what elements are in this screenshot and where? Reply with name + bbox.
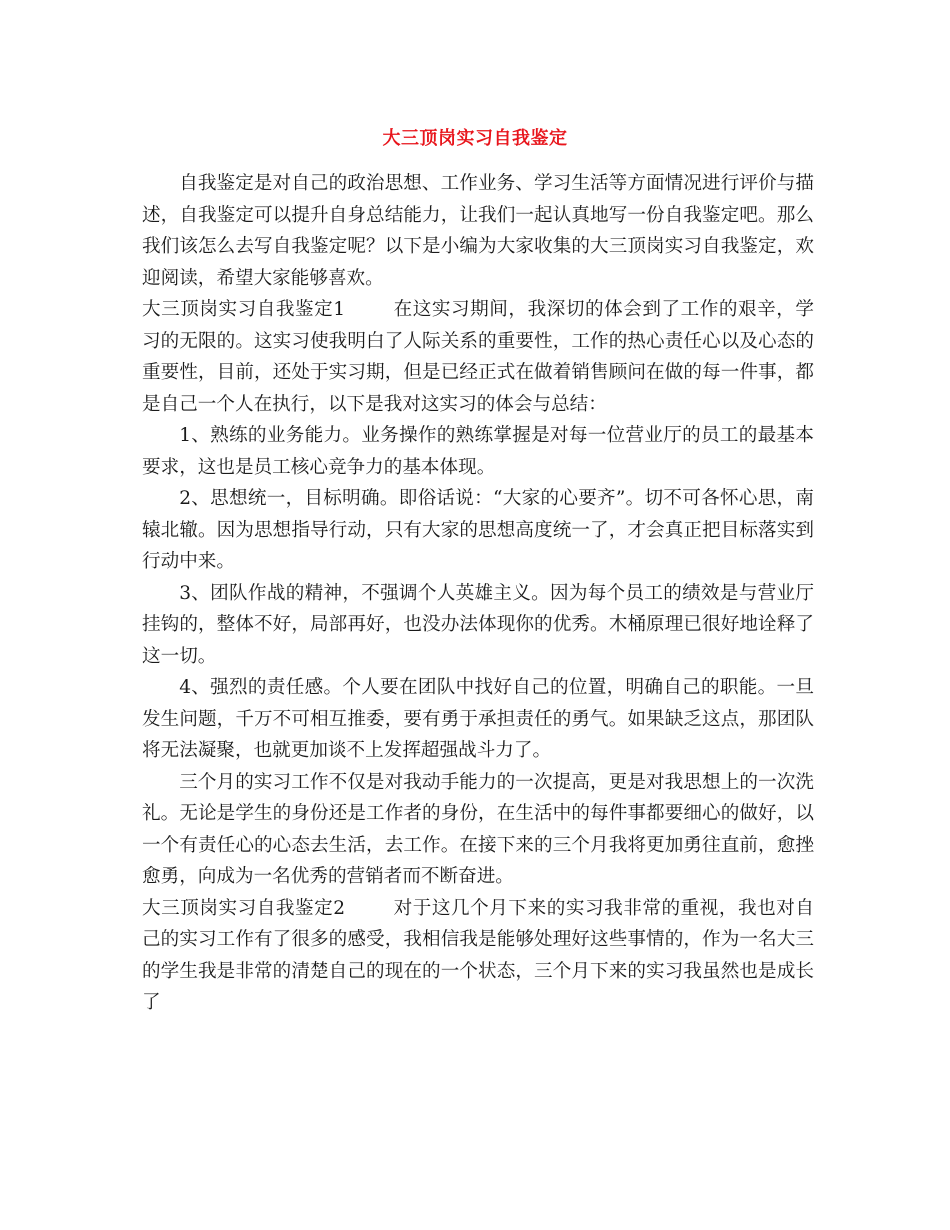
section-2-lead: 对于这几个月下来的实习我非常的重视，我也对自己的实习工作有了很多的感受，我相信我是能够处理好这些事情的，作为一名大三的学生我是非常的清楚自己的现在的一个状态，三个月下来的实习我虽然也是成长了 (142, 897, 814, 1013)
section-2-paragraph (142, 893, 814, 1019)
intro-paragraph: 自我鉴定是对自己的政治思想、工作业务、学习生活等方面情况进行评价与描述，自我鉴定可以提升自身总结能力，让我们一起认真地写一份自我鉴定吧。那么我们该怎么去写自我鉴定呢？以下是小编为大家收集的大三顶岗实习自我鉴定，欢迎阅读，希望大家能够喜欢。 (142, 173, 814, 289)
document-body (142, 168, 814, 1019)
section-2-heading: 大三顶岗实习自我鉴定2 (142, 897, 346, 919)
section-1-closing: 三个月的实习工作不仅是对我动手能力的一次提高，更是对我思想上的一次洗礼。无论是学生的身份还是工作者的身份，在生活中的每件事都要细心的做好，以一个有责任心的心态去生活，去工作。在接下来的三个月我将更加勇往直前，愈挫愈勇，向成为一名优秀的营销者而不断奋进。 (142, 771, 814, 887)
section-1-lead: 在这实习期间，我深切的体会到了工作的艰辛，学习的无限的。这实习使我明白了人际关系的重要性，工作的热心责任心以及心态的重要性，目前，还处于实习期，但是已经正式在做着销售顾问在做的每一件事，都是自己一个人在执行，以下是我对这实习的体会与总结： (142, 299, 814, 415)
point-2: 2、思想统一，目标明确。即俗话说：“大家的心要齐”。切不可各怀心思，南辕北辙。因为思想指导行动，只有大家的思想高度统一了，才会真正把目标落实到行动中来。 (142, 488, 814, 572)
document-title: 大三顶岗实习自我鉴定 (382, 128, 568, 149)
point-3: 3、团队作战的精神，不强调个人英雄主义。因为每个员工的绩效是与营业厅挂钩的，整体不好，局部再好，也没办法体现你的优秀。木桶原理已很好地诠释了这一切。 (142, 582, 814, 667)
point-4: 4、强烈的责任感。个人要在团队中找好自己的位置，明确自己的职能。一旦发生问题，千万不可相互推委，要有勇于承担责任的勇气。如果缺乏这点，那团队将无法凝聚，也就更加谈不上发挥超强战斗力了。 (142, 677, 814, 761)
point-1: 1、熟练的业务能力。业务操作的熟练掌握是对每一位营业厅的员工的最基本要求，这也是员工核心竞争力的基本体现。 (142, 425, 814, 478)
section-1-paragraph (142, 294, 814, 420)
section-1-heading: 大三顶岗实习自我鉴定1 (142, 299, 346, 320)
